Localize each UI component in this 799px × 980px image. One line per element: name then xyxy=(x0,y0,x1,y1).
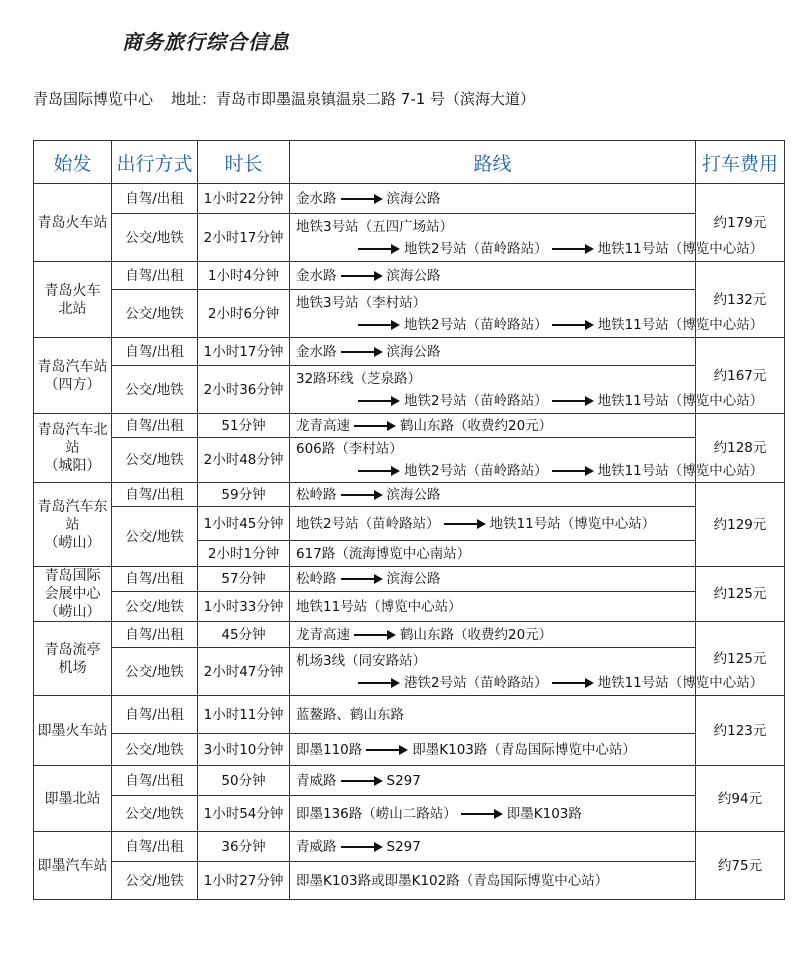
route-segment: 港铁2号站（苗岭路站） xyxy=(404,674,548,691)
fare-label: 约125元 xyxy=(713,650,767,667)
route-segment: 滨海公路 xyxy=(386,343,441,360)
route-cell xyxy=(290,483,696,507)
arrow-right-icon xyxy=(358,466,400,476)
arrow-right-icon xyxy=(358,320,400,330)
duration-cell xyxy=(198,766,290,796)
arrow-right-icon xyxy=(366,745,408,755)
route-segment: 金水路 xyxy=(296,190,337,207)
fare-cell xyxy=(696,696,785,766)
fare-label: 约129元 xyxy=(713,516,767,533)
route-segment: 鹤山东路（收费约20元） xyxy=(400,417,553,434)
table-row xyxy=(34,696,785,734)
route-indent xyxy=(296,317,354,333)
header-fare: 打车费用 xyxy=(696,141,785,184)
header-mode: 出行方式 xyxy=(112,141,198,184)
route-segment: 青威路 xyxy=(296,838,337,855)
table-row xyxy=(34,507,785,541)
route-segment: 地铁2号站（苗岭路站） xyxy=(404,316,548,333)
duration-label: 50分钟 xyxy=(221,772,266,789)
mode-cell xyxy=(112,734,198,766)
table-row xyxy=(34,338,785,366)
duration-label: 2小时6分钟 xyxy=(207,305,280,322)
duration-cell xyxy=(198,622,290,648)
duration-label: 3小时10分钟 xyxy=(203,741,284,758)
mode-cell xyxy=(112,766,198,796)
table-row xyxy=(34,438,785,483)
arrow-right-icon xyxy=(444,519,486,529)
mode-label: 公交/地铁 xyxy=(125,598,184,615)
route-segment: 青威路 xyxy=(296,772,337,789)
route-cell xyxy=(290,796,696,832)
arrow-right-icon xyxy=(354,630,396,640)
route-segment: 鹤山东路（收费约20元） xyxy=(400,626,553,643)
route-segment: 地铁2号站（苗岭路站） xyxy=(404,240,548,257)
route-segment: 地铁3号站（李村站） xyxy=(296,294,427,311)
origin-cell xyxy=(34,832,112,900)
travel-table xyxy=(33,140,785,900)
mode-label: 自驾/出租 xyxy=(125,571,184,588)
route-segment: 即墨K103路（青岛国际博览中心站） xyxy=(412,741,636,758)
duration-cell xyxy=(198,184,290,214)
mode-label: 公交/地铁 xyxy=(125,663,184,680)
route-cell xyxy=(290,592,696,622)
fare-cell xyxy=(696,832,785,900)
header-origin: 始发 xyxy=(34,141,112,184)
fare-cell xyxy=(696,567,785,622)
origin-label: 青岛汽车东站 （崂山） xyxy=(37,498,108,551)
arrow-right-icon xyxy=(552,466,594,476)
mode-label: 自驾/出租 xyxy=(125,838,184,855)
fare-label: 约167元 xyxy=(713,367,767,384)
route-segment: 即墨K103路 xyxy=(506,805,582,822)
duration-label: 1小时45分钟 xyxy=(203,515,284,532)
duration-cell xyxy=(198,290,290,338)
mode-cell xyxy=(112,214,198,262)
table-row xyxy=(34,414,785,438)
mode-label: 公交/地铁 xyxy=(125,805,184,822)
arrow-right-icon xyxy=(341,842,383,852)
arrow-right-icon xyxy=(341,271,383,281)
route-segment: 滨海公路 xyxy=(386,267,441,284)
route-cell xyxy=(290,567,696,592)
fare-label: 约125元 xyxy=(713,586,767,602)
route-segment: S297 xyxy=(386,772,421,789)
table-row xyxy=(34,648,785,696)
table-row xyxy=(34,567,785,592)
route-segment: 地铁11号站（博览中心站） xyxy=(597,240,764,257)
venue-address: 地址：青岛市即墨温泉镇温泉二路 7-1 号（滨海大道） xyxy=(171,90,536,108)
fare-cell xyxy=(696,483,785,567)
mode-label: 自驾/出租 xyxy=(125,486,184,503)
route-indent xyxy=(296,393,354,409)
mode-label: 自驾/出租 xyxy=(125,190,184,207)
duration-label: 2小时1分钟 xyxy=(207,545,280,562)
origin-cell xyxy=(34,184,112,262)
route-segment: S297 xyxy=(386,838,421,855)
table-row xyxy=(34,366,785,414)
origin-cell xyxy=(34,338,112,414)
mode-cell xyxy=(112,338,198,366)
route-cell xyxy=(290,507,696,541)
table-row xyxy=(34,832,785,862)
duration-label: 1小时54分钟 xyxy=(203,805,284,822)
duration-label: 1小时33分钟 xyxy=(203,598,284,615)
duration-cell xyxy=(198,483,290,507)
arrow-right-icon xyxy=(341,776,383,786)
route-indent xyxy=(296,675,354,691)
duration-cell xyxy=(198,648,290,696)
route-cell xyxy=(290,541,696,567)
header-duration: 时长 xyxy=(198,141,290,184)
route-segment: 地铁2号站（苗岭路站） xyxy=(296,515,440,532)
duration-label: 57分钟 xyxy=(221,571,266,588)
duration-label: 2小时36分钟 xyxy=(203,381,284,398)
duration-cell xyxy=(198,214,290,262)
origin-label: 青岛火车 北站 xyxy=(44,282,101,317)
origin-label: 青岛汽车站 （四方） xyxy=(37,358,108,393)
duration-label: 36分钟 xyxy=(221,838,266,855)
mode-label: 自驾/出租 xyxy=(125,417,184,434)
origin-cell xyxy=(34,567,112,622)
mode-label: 公交/地铁 xyxy=(125,872,184,889)
mode-label: 自驾/出租 xyxy=(125,267,184,284)
route-cell xyxy=(290,696,696,734)
mode-cell xyxy=(112,483,198,507)
duration-label: 1小时22分钟 xyxy=(203,190,284,207)
duration-label: 2小时48分钟 xyxy=(203,452,284,468)
route-segment: 地铁11号站（博览中心站） xyxy=(296,598,462,615)
route-segment: 滨海公路 xyxy=(386,571,441,588)
route-segment: 机场3线（同安路站） xyxy=(296,652,427,669)
mode-cell xyxy=(112,832,198,862)
route-segment: 龙青高速 xyxy=(296,417,350,434)
duration-cell xyxy=(198,567,290,592)
table-row xyxy=(34,766,785,796)
origin-label: 即墨北站 xyxy=(44,790,101,807)
origin-cell xyxy=(34,414,112,483)
route-cell xyxy=(290,862,696,900)
mode-cell xyxy=(112,567,198,592)
fare-label: 约128元 xyxy=(713,440,767,456)
mode-cell xyxy=(112,414,198,438)
fare-label: 约179元 xyxy=(713,214,767,231)
route-segment: 地铁11号站（博览中心站） xyxy=(597,316,764,333)
arrow-right-icon xyxy=(341,490,383,500)
table-row xyxy=(34,262,785,290)
mode-label: 公交/地铁 xyxy=(125,741,184,758)
fare-label: 约75元 xyxy=(717,857,763,874)
origin-label: 青岛火车站 xyxy=(37,214,108,231)
mode-cell xyxy=(112,262,198,290)
route-segment: 即墨K103路或即墨K102路（青岛国际博览中心站） xyxy=(296,872,609,889)
arrow-right-icon xyxy=(358,678,400,688)
mode-cell xyxy=(112,622,198,648)
fare-label: 约94元 xyxy=(717,790,763,807)
duration-cell xyxy=(198,338,290,366)
mode-cell xyxy=(112,184,198,214)
duration-label: 45分钟 xyxy=(221,626,266,643)
table-row xyxy=(34,483,785,507)
mode-cell xyxy=(112,862,198,900)
route-cell xyxy=(290,338,696,366)
route-segment: 松岭路 xyxy=(296,571,337,588)
arrow-right-icon xyxy=(341,194,383,204)
route-segment: 617路（流海博览中心南站） xyxy=(296,545,471,562)
route-segment: 地铁11号站（博览中心站） xyxy=(489,515,656,532)
route-segment: 地铁11号站（博览中心站） xyxy=(597,463,764,479)
arrow-right-icon xyxy=(552,244,594,254)
route-segment: 龙青高速 xyxy=(296,626,350,643)
route-segment: 地铁2号站（苗岭路站） xyxy=(404,392,548,409)
mode-label: 公交/地铁 xyxy=(125,528,184,545)
route-cell xyxy=(290,832,696,862)
fare-label: 约132元 xyxy=(713,291,767,308)
duration-label: 1小时27分钟 xyxy=(203,872,284,889)
route-segment: 地铁3号站（五四广场站） xyxy=(296,218,454,235)
venue-info xyxy=(33,88,535,109)
mode-cell xyxy=(112,796,198,832)
duration-cell xyxy=(198,696,290,734)
duration-cell xyxy=(198,414,290,438)
route-segment: 即墨110路 xyxy=(296,741,363,758)
route-segment: 滨海公路 xyxy=(386,486,441,503)
origin-label: 青岛流亭 机场 xyxy=(44,641,101,676)
duration-cell xyxy=(198,832,290,862)
route-segment: 32路环线（芝泉路） xyxy=(296,370,422,387)
duration-label: 2小时47分钟 xyxy=(203,663,284,680)
arrow-right-icon xyxy=(552,396,594,406)
table-row xyxy=(34,184,785,214)
table-row xyxy=(34,796,785,832)
route-segment: 即墨136路（崂山二路站） xyxy=(296,805,457,822)
origin-label: 青岛国际 会展中心 （崂山） xyxy=(44,568,101,620)
route-indent xyxy=(296,463,354,479)
arrow-right-icon xyxy=(358,396,400,406)
arrow-right-icon xyxy=(354,421,396,431)
route-cell xyxy=(290,184,696,214)
route-cell xyxy=(290,414,696,438)
mode-cell xyxy=(112,290,198,338)
origin-label: 即墨汽车站 xyxy=(37,857,108,874)
table-row xyxy=(34,592,785,622)
duration-label: 1小时4分钟 xyxy=(207,267,280,284)
origin-cell xyxy=(34,696,112,766)
mode-cell xyxy=(112,507,198,567)
fare-label: 约123元 xyxy=(713,722,767,739)
arrow-right-icon xyxy=(552,678,594,688)
duration-cell xyxy=(198,366,290,414)
duration-cell xyxy=(198,438,290,483)
duration-label: 1小时17分钟 xyxy=(203,343,284,360)
route-segment: 地铁2号站（苗岭路站） xyxy=(404,463,548,479)
route-segment: 金水路 xyxy=(296,267,337,284)
route-segment: 地铁11号站（博览中心站） xyxy=(597,392,764,409)
origin-label: 青岛汽车北站 （城阳） xyxy=(37,422,108,474)
venue-name: 青岛国际博览中心 xyxy=(33,90,154,108)
table-row xyxy=(34,734,785,766)
table-row xyxy=(34,862,785,900)
header-route: 路线 xyxy=(290,141,696,184)
table-row xyxy=(34,622,785,648)
route-cell xyxy=(290,734,696,766)
duration-cell xyxy=(198,796,290,832)
mode-cell xyxy=(112,696,198,734)
duration-cell xyxy=(198,262,290,290)
duration-label: 59分钟 xyxy=(221,486,266,503)
table-row xyxy=(34,214,785,262)
route-cell xyxy=(290,262,696,290)
route-segment: 滨海公路 xyxy=(386,190,441,207)
origin-cell xyxy=(34,766,112,832)
duration-cell xyxy=(198,734,290,766)
mode-label: 自驾/出租 xyxy=(125,772,184,789)
route-segment: 金水路 xyxy=(296,343,337,360)
duration-label: 2小时17分钟 xyxy=(203,229,284,246)
route-indent xyxy=(296,241,354,257)
arrow-right-icon xyxy=(358,244,400,254)
mode-cell xyxy=(112,592,198,622)
duration-cell xyxy=(198,592,290,622)
route-segment: 蓝鳌路、鹤山东路 xyxy=(296,706,404,723)
origin-cell xyxy=(34,262,112,338)
arrow-right-icon xyxy=(341,347,383,357)
route-segment: 606路（李村站） xyxy=(296,441,403,457)
fare-cell xyxy=(696,766,785,832)
duration-cell xyxy=(198,862,290,900)
mode-cell xyxy=(112,366,198,414)
mode-label: 公交/地铁 xyxy=(125,452,184,468)
table-row xyxy=(34,290,785,338)
duration-cell xyxy=(198,541,290,567)
duration-cell xyxy=(198,507,290,541)
mode-label: 公交/地铁 xyxy=(125,305,184,322)
duration-label: 51分钟 xyxy=(221,417,266,434)
arrow-right-icon xyxy=(461,809,503,819)
mode-label: 公交/地铁 xyxy=(125,381,184,398)
duration-label: 1小时11分钟 xyxy=(203,706,284,723)
route-segment: 松岭路 xyxy=(296,486,337,503)
mode-label: 自驾/出租 xyxy=(125,626,184,643)
mode-label: 公交/地铁 xyxy=(125,229,184,246)
origin-cell xyxy=(34,622,112,696)
origin-cell xyxy=(34,483,112,567)
mode-cell xyxy=(112,438,198,483)
route-cell xyxy=(290,622,696,648)
table-header-row xyxy=(34,141,785,184)
origin-label: 即墨火车站 xyxy=(37,722,108,739)
mode-cell xyxy=(112,648,198,696)
route-cell xyxy=(290,766,696,796)
arrow-right-icon xyxy=(341,574,383,584)
mode-label: 自驾/出租 xyxy=(125,343,184,360)
arrow-right-icon xyxy=(552,320,594,330)
mode-label: 自驾/出租 xyxy=(125,706,184,723)
route-segment: 地铁11号站（博览中心站） xyxy=(597,674,764,691)
page-title: 商务旅行综合信息 xyxy=(122,30,290,54)
